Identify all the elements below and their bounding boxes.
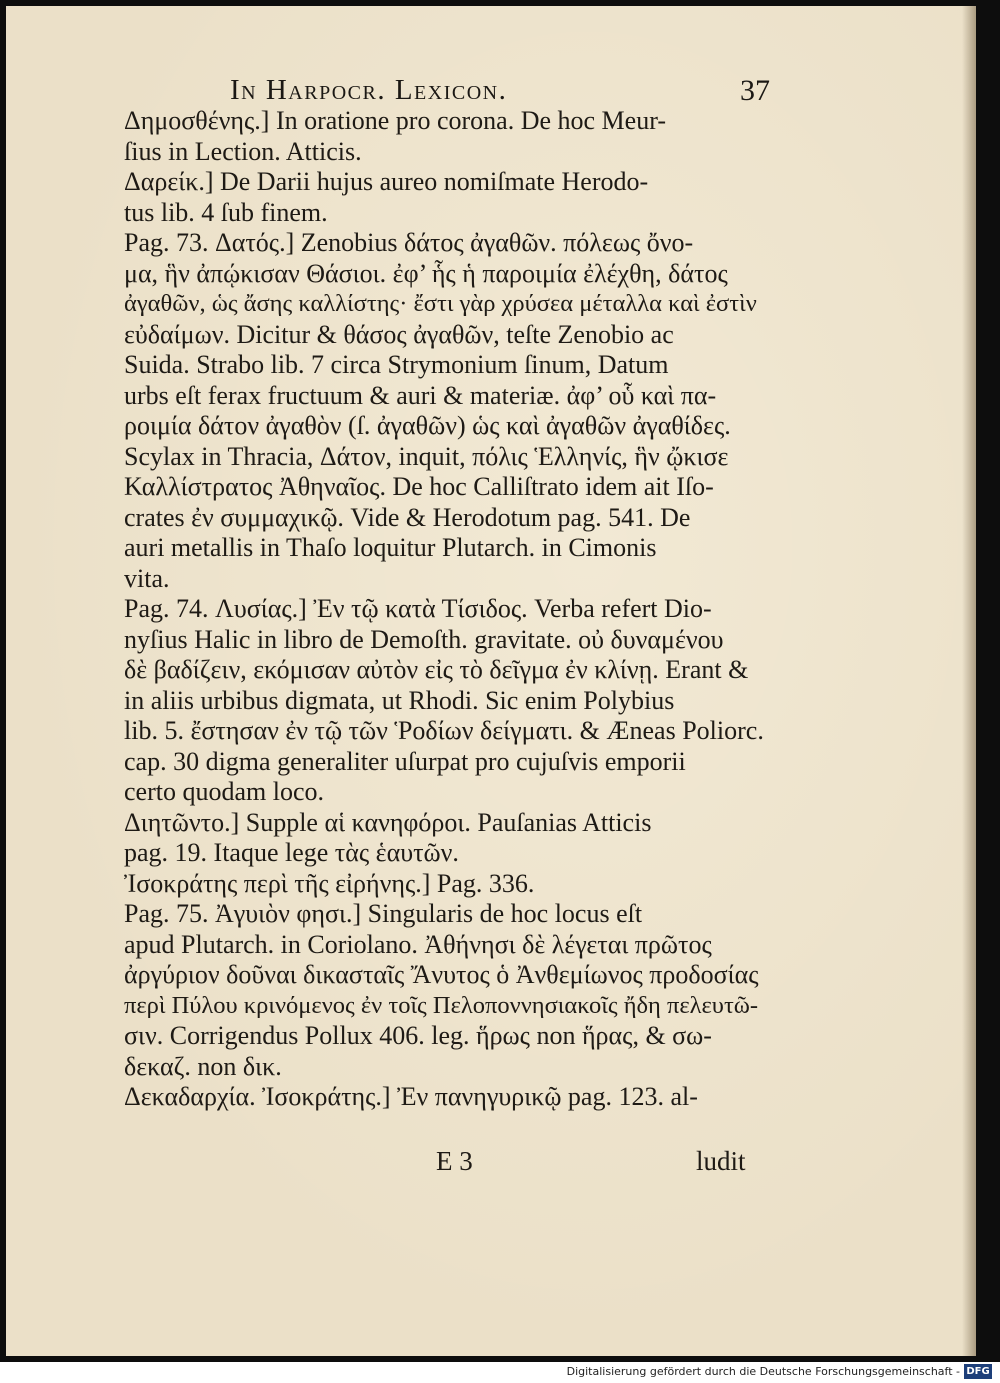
text-line: μα, ἣν ἀπῴκισαν Θάσιοι. ἐφ’ ἧς ἡ παροιμία ἐλέχθη, δάτος bbox=[124, 258, 728, 288]
text-line: ἀργύριον δοῦναι δικασταῖς Ἄνυτος ὁ Ἀνθεμίωνος προδοσίας bbox=[124, 960, 759, 989]
book-page bbox=[6, 6, 976, 1356]
text-line: Καλλίστρατος Ἀθηναῖος. De hoc Calliſtrato idem ait Iſo- bbox=[124, 472, 714, 501]
text-line: Pag. 75. Ἀγυιὸν φησι.] Singularis de hoc locus eſt bbox=[124, 899, 643, 928]
text-line: δεκαζ. non δικ. bbox=[124, 1051, 282, 1081]
text-line: Δεκαδαρχία. Ἰσοκράτης.] Ἐν πανηγυρικῷ pag. 123. al- bbox=[124, 1082, 698, 1111]
catchword: ludit bbox=[696, 1146, 746, 1176]
text-line: tus lib. 4 ſub finem. bbox=[124, 197, 328, 227]
text-line: ſius in Lection. Atticis. bbox=[124, 136, 362, 166]
signature-mark: E 3 bbox=[436, 1146, 473, 1176]
text-line: crates ἐν συμμαχικῷ. Vide & Herodotum pag. 541. De bbox=[124, 502, 691, 532]
text-line: Ἰσοκράτης περὶ τῆς εἰρήνης.] Pag. 336. bbox=[124, 868, 535, 898]
running-head-title: In Harpocr. Lexicon. bbox=[230, 74, 508, 106]
body-text bbox=[124, 106, 764, 1113]
text-line: Pag. 74. Λυσίας.] Ἐν τῷ κατὰ Τίσιδος. Verba refert Dio- bbox=[124, 594, 712, 623]
text-line: Δημοσθένης.] In oratione pro corona. De hoc Meur- bbox=[124, 106, 667, 135]
text-line: Suida. Strabo lib. 7 circa Strymonium ſinum, Datum bbox=[124, 350, 669, 379]
text-line: certo quodam loco. bbox=[124, 777, 324, 806]
text-line: lib. 5. ἔστησαν ἐν τῷ τῶν Ῥοδίων δείγματι. & Æneas Poliorc. bbox=[124, 716, 764, 745]
footer-bar bbox=[0, 1362, 1000, 1383]
text-line: σιν. Corrigendus Pollux 406. leg. ἥρως non ἥρας, & σω- bbox=[124, 1021, 712, 1050]
text-line: cap. 30 digma generaliter uſurpat pro cujuſvis emporii bbox=[124, 746, 686, 776]
text-line: apud Plutarch. in Coriolano. Ἀθήνησι δὲ λέγεται πρῶτος bbox=[124, 929, 712, 959]
text-line: δὲ βαδίζειν, εκόμισαν αὐτὸν εἰς τὸ δεῖγμα ἐν κλίνῃ. Erant & bbox=[124, 655, 749, 684]
text-line: urbs eſt ferax fructuum & auri & materiæ. ἀφ’ οὗ καὶ πα- bbox=[124, 380, 717, 410]
text-line: Διητῶντο.] Supple αἱ κανηφόροι. Pauſanias Atticis bbox=[124, 807, 652, 837]
text-line: ροιμία δάτον ἀγαθὸν (ſ. ἀγαθῶν) ὡς καὶ ἀγαθῶν ἀγαθίδες. bbox=[124, 411, 731, 440]
text-line: auri metallis in Thaſo loquitur Plutarch. in Cimonis bbox=[124, 533, 657, 562]
text-line: nyſius Halic in libro de Demoſth. gravitate. οὐ δυναμένου bbox=[124, 624, 724, 654]
funding-note: Digitalisierung gefördert durch die Deutsche Forschungsgemeinschaft - bbox=[566, 1365, 960, 1378]
page-gutter-shadow bbox=[962, 6, 976, 1356]
text-line: pag. 19. Itaque lege τὰς ἑαυτῶν. bbox=[124, 838, 459, 867]
text-line: Scylax in Thracia, Δάτον, inquit, πόλις Ἑλληνίς, ἣν ᾤκισε bbox=[124, 441, 729, 471]
text-line: Δαρείκ.] De Darii hujus aureo nomiſmate Herodo- bbox=[124, 167, 649, 196]
text-line: περὶ Πύλου κρινόμενος ἐν τοῖς Πελοποννησιακοῖς ἤδη πελευτῶ- bbox=[124, 991, 759, 1019]
dfg-logo-icon: DFG bbox=[964, 1364, 992, 1379]
text-line: εὐδαίμων. Dicitur & θάσος ἀγαθῶν, teſte Zenobio ac bbox=[124, 319, 674, 349]
text-line: vita. bbox=[124, 563, 170, 593]
text-line: in aliis urbibus digmata, ut Rhodi. Sic enim Polybius bbox=[124, 685, 675, 715]
text-line: Pag. 73. Δατός.] Zenobius δάτος ἀγαθῶν. πόλεως ὄνο- bbox=[124, 228, 694, 257]
text-line: ἀγαθῶν, ὡς ἄσης καλλίστης· ἔστι γὰρ χρύσεα μέταλλα καὶ ἐστὶν bbox=[124, 290, 757, 317]
page-number: 37 bbox=[740, 74, 770, 107]
